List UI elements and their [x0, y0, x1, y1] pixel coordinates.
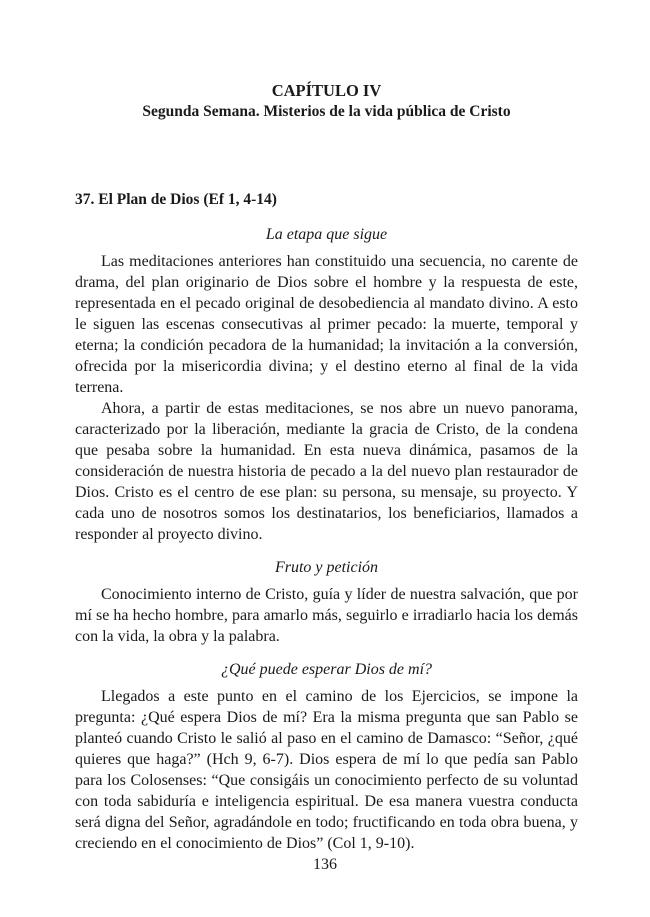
page-number: 136: [313, 856, 337, 873]
subheading-fruto: Fruto y petición: [274, 559, 379, 576]
subheading-esperar: ¿Qué puede esperar Dios de mí?: [220, 661, 433, 678]
paragraph: Ahora, a partir de estas meditaciones, se nos abre un nuevo panorama, caracterizado por la liberación, mediante la gracia de Cristo, de la condena que pesaba sobre la humanidad. En esta nueva dinámica, pasamos de la consideración de nuestra historia de pecado a la del nuevo plan restaurador de Dios. Cristo es el centro de ese plan: su persona, su mensaje, su proyecto. Y cada uno de nosotros somos los destinatarios, los beneficiarios, llamados a responder al proyecto divino.: [75, 400, 578, 543]
chapter-subtitle: Segunda Semana. Misterios de la vida pública de Cristo: [142, 103, 511, 120]
page-content: [75, 80, 578, 854]
section-heading: 37. El Plan de Dios (Ef 1, 4-14): [75, 191, 277, 208]
subheading-etapa: La etapa que sigue: [265, 226, 388, 243]
section-block-fruto: [75, 557, 578, 647]
paragraph: Las meditaciones anteriores han constituido una secuencia, no carente de drama, del plan originario de Dios sobre el hombre y la respuesta de este, representada en el pecado original de desobediencia al mandato divino. A esto le siguen las escenas consecutivas al primer pecado: la muerte, temporal y eterna; la condición pecadora de la humanidad; la invitación a la conversión, ofrecida por la misericordia divina; y el destino eterno al final de la vida terrena.: [75, 253, 578, 396]
paragraph: Conocimiento interno de Cristo, guía y líder de nuestra salvación, que por mí se ha hecho hombre, para amarlo más, seguirlo e irradiarlo hacia los demás con la vida, la obra y la palabra.: [75, 586, 578, 645]
section-block-etapa: [75, 224, 578, 545]
chapter-title: CAPÍTULO IV: [271, 81, 382, 100]
paragraph: Llegados a este punto en el camino de los Ejercicios, se impone la pregunta: ¿Qué espera Dios de mí? Era la misma pregunta que san Pablo se planteó cuando Cristo le salió al paso en el camino de Damasco: “Señor, ¿qué quieres que haga?” (Hch 9, 6-7). Dios espera de mí lo que pedía san Pablo para los Colosenses: “Que consigáis un conocimiento perfecto de su voluntad con toda sabiduría e inteligencia espiritual. De esa manera vuestra conducta será digna del Señor, agradándole en todo; fructificando en toda obra buena, y creciendo en el conocimiento de Dios” (Col 1, 9-10).: [75, 688, 578, 852]
section-block-esperar: [75, 659, 578, 854]
